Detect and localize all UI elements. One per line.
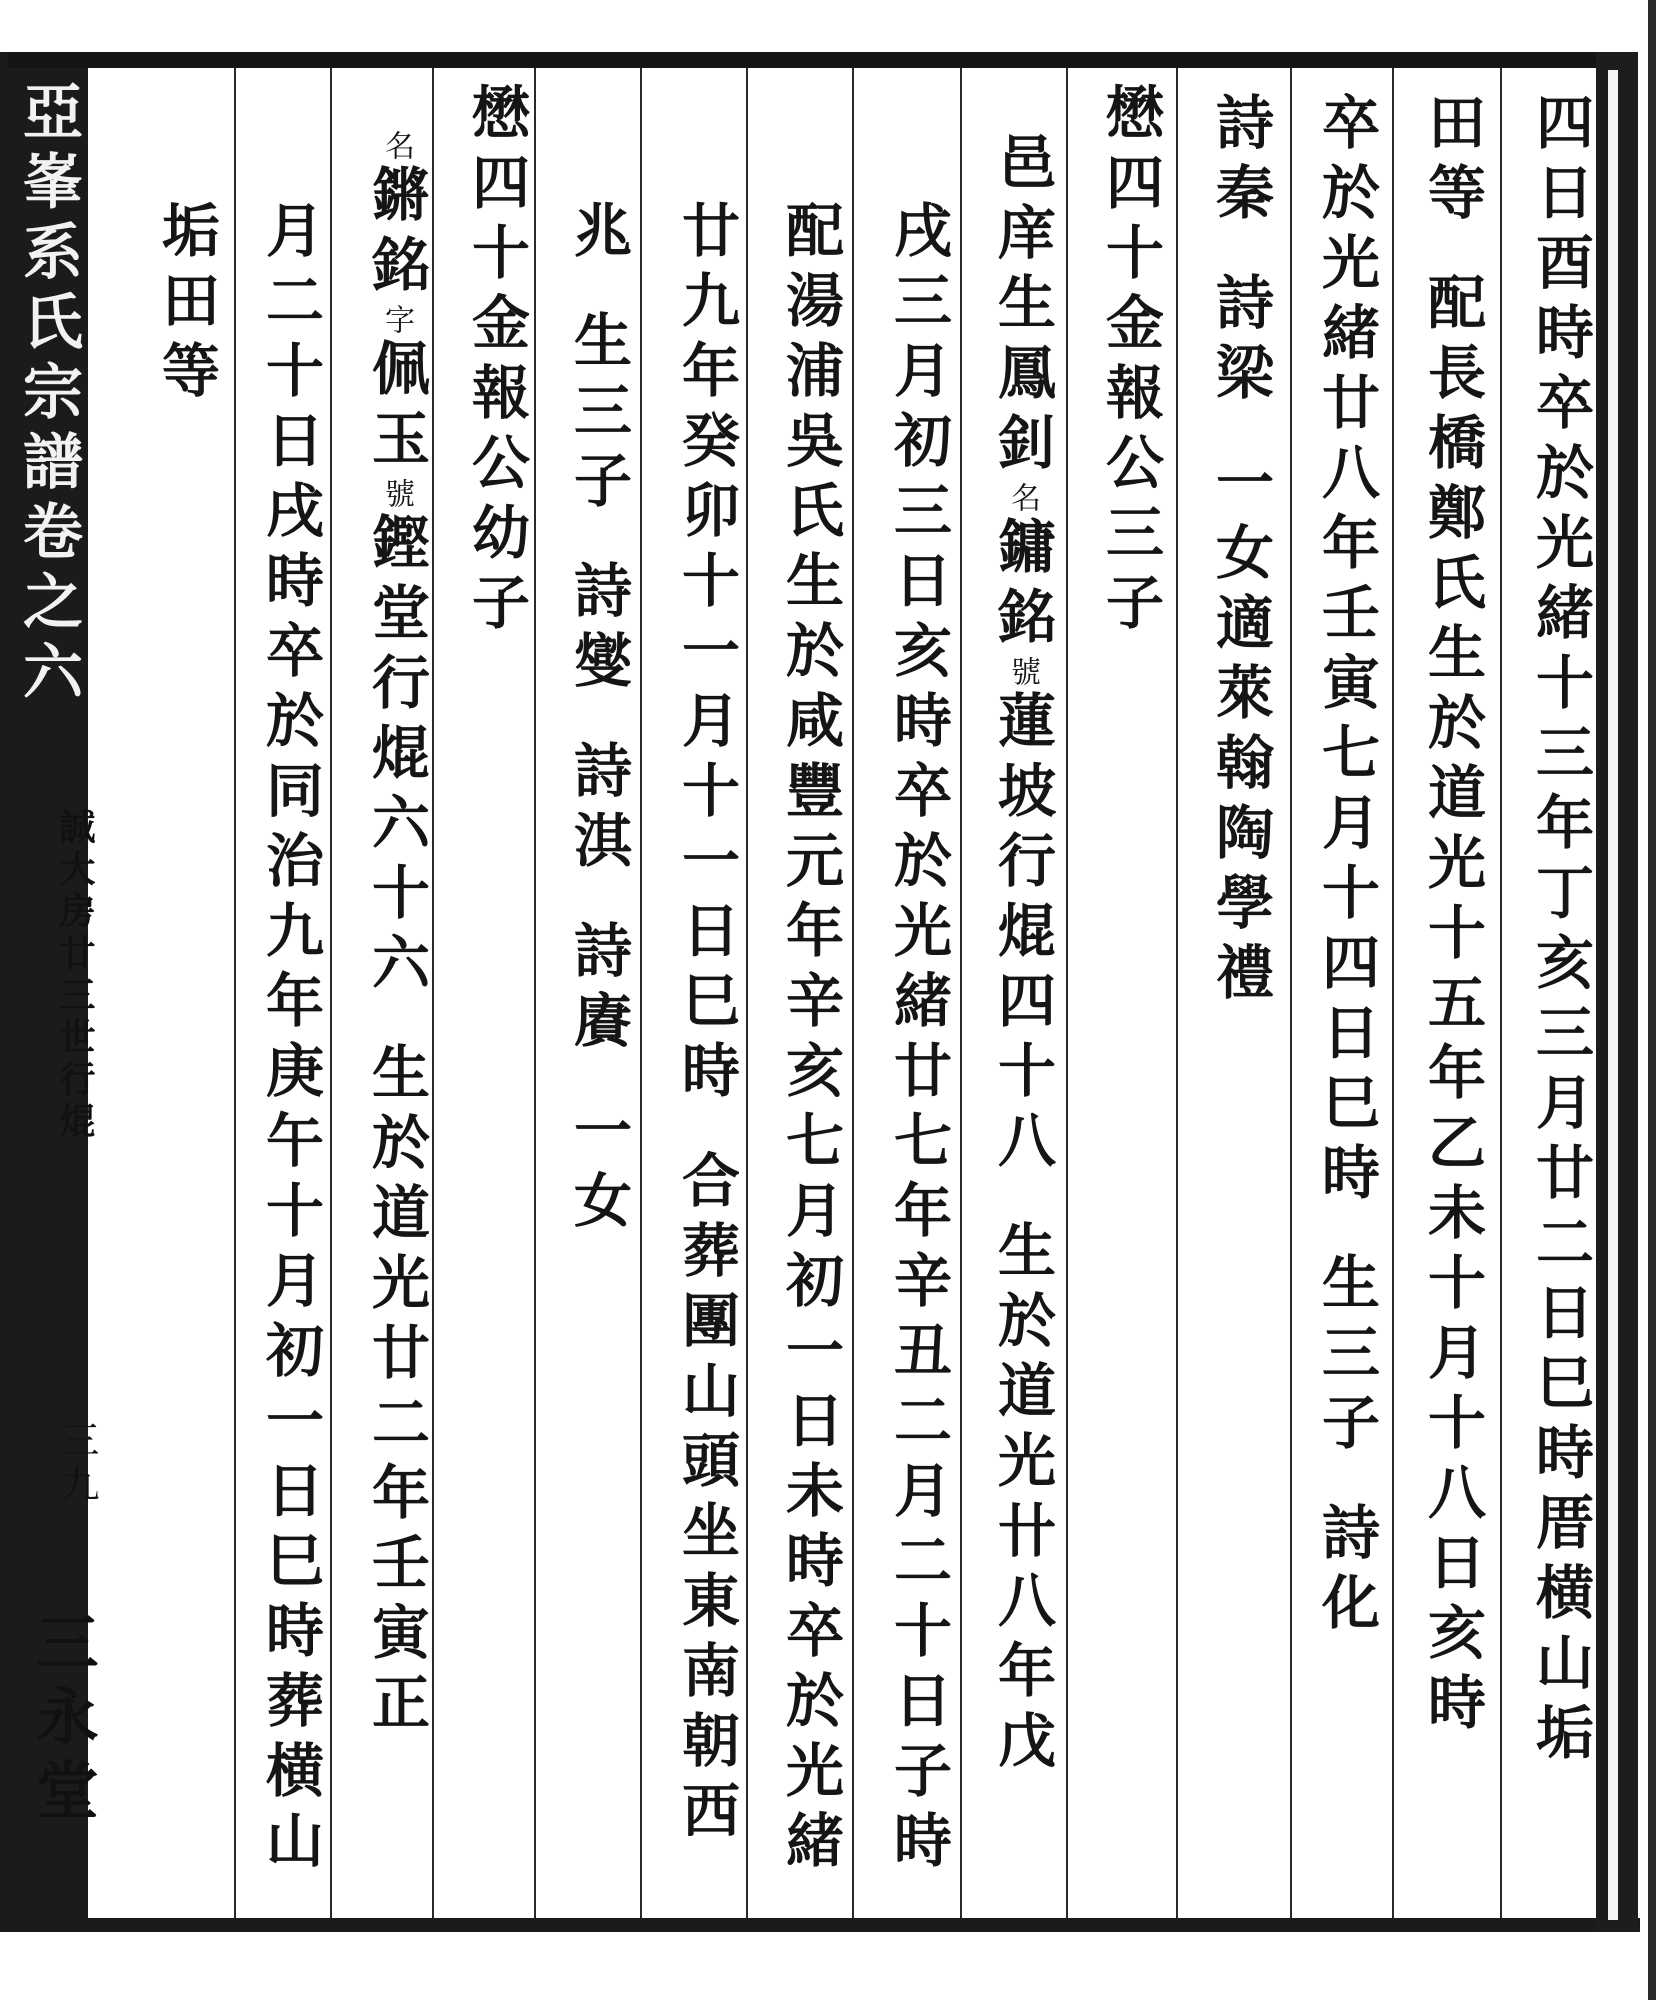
text-column-13: 月二十日戌時卒於同治九年庚午十月初一日巳時葬横山 (256, 200, 324, 1880)
text-column-11-heading: 懋四十金報公幼子 (462, 82, 530, 642)
text-column-8: 配湯浦吳氏生於咸豐元年辛亥七月初一日未時卒於光緒 (776, 200, 844, 1880)
frame-bottom-border (0, 1918, 1640, 1932)
text-column-1: 四日酉時卒於光緒十三年丁亥三月廿二日巳時厝横山垢 (1526, 92, 1594, 1772)
text-column-10: 兆生三子詩燮詩淇詩賡一女 (564, 200, 632, 1240)
text-column-3: 卒於光緒廿八年壬寅七月十四日巳時生三子詩化 (1312, 92, 1380, 1642)
column-rule (1290, 68, 1292, 1918)
branch-line: 誠大房廿三世行焜 (54, 808, 96, 1144)
page-number: 三九 (55, 1420, 99, 1508)
volume-label: 卷之六 (13, 500, 83, 710)
text-column-6: 邑庠生鳳釗名鏞銘號蓮坡行焜四十八生於道光卄八年戊 (988, 132, 1056, 1780)
text-column-7: 戌三月初三日亥時卒於光緒廿七年辛丑二月二十日子時 (884, 200, 952, 1880)
text-column-4: 詩秦詩梁一女適萊翰陶學禮 (1206, 92, 1274, 1012)
frame-left-border (0, 52, 8, 1932)
text-column-5-heading: 懋四十金報公三子 (1096, 82, 1164, 642)
text-column-14: 垢田等 (152, 200, 220, 410)
text-column-12: 名鏘銘字佩玉號鏗堂行焜六十六生於道光廿二年壬寅正 (362, 130, 430, 1742)
text-column-9: 廿九年癸卯十一月十一日巳時合葬團山頭坐東南朝西 (672, 200, 740, 1850)
book-title: 亞峯系氏宗譜卷之六 (13, 80, 83, 710)
page-edge (1648, 0, 1656, 2000)
frame-top-border (0, 52, 1630, 68)
text-column-2: 田等配長橋鄭氏生於道光十五年乙未十月十八日亥時 (1418, 92, 1486, 1742)
hall-name: 三永堂 (26, 1610, 99, 1832)
